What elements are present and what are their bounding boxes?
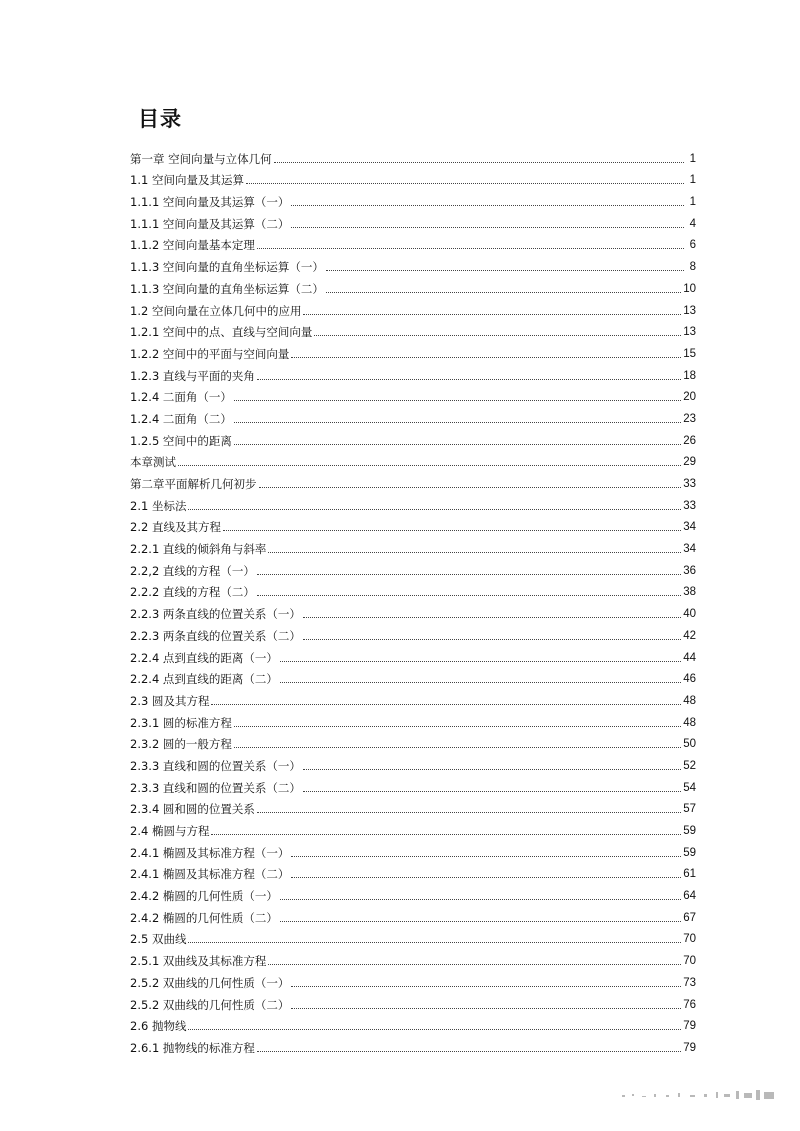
toc-entry-label: 2.4 椭圆与方程 (130, 824, 210, 838)
toc-list (130, 144, 696, 1055)
toc-entry-page-number: 48 (683, 694, 696, 707)
dot-leader (326, 292, 681, 293)
dot-leader (188, 1029, 681, 1030)
dot-leader (234, 726, 681, 727)
toc-entry-label: 2.6 抛物线 (130, 1019, 187, 1034)
toc-entry (130, 404, 696, 426)
toc-entry-page-number: 42 (683, 629, 696, 642)
toc-entry-page-number: 34 (683, 521, 696, 534)
toc-entry (130, 665, 696, 687)
toc-entry-label: 2.2,2 直线的方程（一） (130, 563, 255, 578)
toc-entry (130, 318, 696, 340)
toc-entry-label: 2.2.4 点到直线的距离（一） (130, 650, 278, 665)
dot-leader (326, 270, 684, 271)
toc-entry-label: 1.2 空间向量在立体几何中的应用 (130, 303, 302, 318)
scan-noise-mark (620, 1088, 780, 1102)
toc-entry (130, 599, 696, 621)
toc-entry-label: 2.2.4 点到直线的距离（二） (130, 672, 278, 687)
toc-entry (130, 426, 696, 448)
dot-leader (188, 942, 681, 943)
toc-entry (130, 491, 696, 513)
toc-entry (130, 1012, 696, 1034)
toc-entry-label: 2.3.2 圆的一般方程 (130, 737, 232, 752)
dot-leader (314, 335, 681, 336)
toc-entry-page-number: 20 (683, 391, 696, 404)
toc-entry (130, 968, 696, 990)
toc-entry-label: 2.2.1 直线的倾斜角与斜率 (130, 542, 267, 557)
toc-entry-page-number: 48 (683, 716, 696, 729)
toc-entry-page-number: 70 (683, 933, 696, 946)
toc-entry (130, 903, 696, 925)
toc-entry (130, 730, 696, 752)
toc-entry-page-number: 1 (689, 174, 696, 187)
dot-leader (303, 769, 681, 770)
toc-entry-label: 1.2.4 二面角（二） (130, 411, 232, 426)
toc-entry (130, 469, 696, 491)
toc-entry-page-number: 36 (683, 564, 696, 577)
toc-entry-label: 2.1 坐标法 (130, 498, 187, 513)
dot-leader (234, 400, 681, 401)
toc-entry-label: 第一章 空间向量与立体几何 (130, 151, 272, 166)
toc-entry-page-number: 1 (689, 152, 696, 165)
dot-leader (280, 921, 681, 922)
toc-entry-page-number: 18 (683, 369, 696, 382)
dot-leader (188, 509, 681, 510)
toc-entry-label: 2.2.3 两条直线的位置关系（二） (130, 628, 301, 643)
dot-leader (291, 986, 681, 987)
dot-leader (268, 964, 681, 965)
toc-entry-page-number: 1 (689, 196, 696, 209)
toc-entry (130, 881, 696, 903)
toc-entry-label: 1.2.2 空间中的平面与空间向量 (130, 346, 290, 361)
dot-leader (303, 314, 681, 315)
dot-leader (280, 899, 681, 900)
dot-leader (291, 205, 684, 206)
toc-entry-page-number: 26 (683, 434, 696, 447)
dot-leader (223, 530, 681, 531)
dot-leader (234, 747, 681, 748)
toc-entry-page-number: 8 (689, 261, 696, 274)
toc-entry-label: 1.2.5 空间中的距离 (130, 433, 232, 448)
toc-entry-page-number: 61 (683, 868, 696, 881)
toc-entry (130, 361, 696, 383)
toc-entry (130, 578, 696, 600)
toc-entry-label: 2.2.2 直线的方程（二） (130, 585, 255, 600)
toc-entry-page-number: 79 (683, 1041, 696, 1054)
toc-entry-page-number: 44 (683, 651, 696, 664)
toc-entry (130, 686, 696, 708)
toc-entry (130, 708, 696, 730)
dot-leader (291, 357, 681, 358)
toc-entry (130, 274, 696, 296)
toc-entry-page-number: 13 (683, 304, 696, 317)
toc-entry-label: 2.3.1 圆的标准方程 (130, 715, 232, 730)
toc-entry-label: 1.1.1 空间向量及其运算（二） (130, 216, 290, 231)
toc-entry (130, 621, 696, 643)
toc-entry (130, 513, 696, 535)
toc-entry-label: 本章测试 (130, 455, 176, 470)
toc-entry-page-number: 13 (683, 326, 696, 339)
toc-entry (130, 795, 696, 817)
toc-entry-label: 1.2.1 空间中的点、直线与空间向量 (130, 325, 313, 340)
dot-leader (291, 877, 681, 878)
toc-title: 目录 (138, 107, 182, 131)
toc-entry (130, 1033, 696, 1055)
toc-entry-page-number: 52 (683, 759, 696, 772)
toc-entry-label: 2.5.2 双曲线的几何性质（二） (130, 997, 290, 1012)
toc-entry-label: 2.4.2 椭圆的几何性质（一） (130, 889, 278, 904)
dot-leader (303, 639, 681, 640)
dot-leader (280, 682, 681, 683)
toc-entry (130, 643, 696, 665)
dot-leader (257, 812, 681, 813)
toc-entry (130, 187, 696, 209)
dot-leader (257, 574, 681, 575)
toc-entry (130, 231, 696, 253)
toc-entry (130, 773, 696, 795)
toc-entry (130, 383, 696, 405)
toc-entry-label: 1.2.3 直线与平面的夹角 (130, 368, 255, 383)
toc-entry (130, 925, 696, 947)
dot-leader (291, 856, 681, 857)
toc-entry-label: 1.1.3 空间向量的直角坐标运算（一） (130, 260, 324, 275)
toc-entry-label: 2.3 圆及其方程 (130, 693, 210, 708)
toc-entry-label: 2.4.1 椭圆及其标准方程（二） (130, 867, 290, 882)
toc-entry-page-number: 70 (683, 955, 696, 968)
toc-entry-page-number: 79 (683, 1020, 696, 1033)
toc-entry-label: 1.2.4 二面角（一） (130, 390, 232, 405)
toc-entry-label: 第二章平面解析几何初步 (130, 477, 257, 491)
toc-entry (130, 860, 696, 882)
dot-leader (234, 422, 681, 423)
dot-leader (303, 791, 681, 792)
toc-entry-page-number: 33 (683, 478, 696, 490)
toc-entry-page-number: 4 (689, 217, 696, 230)
toc-entry-label: 1.1.2 空间向量基本定理 (130, 238, 255, 253)
toc-entry-page-number: 59 (683, 825, 696, 837)
toc-entry (130, 252, 696, 274)
dot-leader (259, 487, 682, 488)
toc-entry-label: 2.5.1 双曲线及其标准方程 (130, 954, 267, 969)
toc-entry-page-number: 64 (683, 890, 696, 903)
dot-leader (234, 444, 681, 445)
dot-leader (246, 183, 684, 184)
toc-entry-page-number: 46 (683, 673, 696, 686)
toc-entry-page-number: 15 (683, 347, 696, 360)
toc-entry-label: 2.2 直线及其方程 (130, 520, 221, 535)
dot-leader (257, 595, 681, 596)
toc-entry-page-number: 23 (683, 412, 696, 425)
toc-entry (130, 990, 696, 1012)
toc-entry (130, 534, 696, 556)
toc-entry-label: 1.1.3 空间向量的直角坐标运算（二） (130, 281, 324, 296)
dot-leader (291, 1008, 681, 1009)
dot-leader (257, 248, 684, 249)
dot-leader (280, 661, 681, 662)
toc-entry-page-number: 6 (689, 239, 696, 252)
toc-entry-page-number: 73 (683, 976, 696, 989)
toc-entry-page-number: 59 (683, 846, 696, 859)
toc-entry-page-number: 33 (683, 499, 696, 512)
toc-entry-label: 2.5.2 双曲线的几何性质（一） (130, 975, 290, 990)
toc-entry-page-number: 57 (683, 803, 696, 816)
toc-entry-label: 2.2.3 两条直线的位置关系（一） (130, 607, 301, 622)
toc-entry-label: 2.3.3 直线和圆的位置关系（二） (130, 780, 301, 795)
toc-entry-label: 2.6.1 抛物线的标准方程 (130, 1040, 255, 1055)
toc-entry-label: 2.3.4 圆和圆的位置关系 (130, 802, 255, 817)
toc-entry-label: 1.1.1 空间向量及其运算（一） (130, 195, 290, 210)
toc-entry (130, 556, 696, 578)
toc-entry-page-number: 67 (683, 911, 696, 924)
dot-leader (211, 704, 681, 705)
toc-entry (130, 816, 696, 838)
toc-entry (130, 946, 696, 968)
toc-entry (130, 838, 696, 860)
toc-entry-label: 2.5 双曲线 (130, 932, 187, 947)
toc-entry-page-number: 50 (683, 738, 696, 751)
dot-leader (257, 1051, 681, 1052)
dot-leader (274, 162, 684, 163)
toc-entry (130, 296, 696, 318)
toc-entry-page-number: 40 (683, 608, 696, 621)
toc-entry-page-number: 34 (683, 543, 696, 556)
toc-entry (130, 144, 696, 166)
toc-entry-label: 1.1 空间向量及其运算 (130, 173, 244, 188)
toc-entry-label: 2.4.1 椭圆及其标准方程（一） (130, 845, 290, 860)
dot-leader (303, 617, 681, 618)
toc-entry-label: 2.3.3 直线和圆的位置关系（一） (130, 758, 301, 773)
toc-entry-page-number: 38 (683, 586, 696, 599)
dot-leader (268, 552, 681, 553)
dot-leader (178, 465, 681, 466)
dot-leader (211, 834, 681, 835)
toc-entry-page-number: 29 (683, 456, 696, 469)
toc-entry-page-number: 76 (683, 998, 696, 1011)
dot-leader (291, 227, 684, 228)
toc-entry-page-number: 10 (683, 282, 696, 295)
toc-entry (130, 751, 696, 773)
dot-leader (257, 379, 681, 380)
toc-entry-page-number: 54 (683, 781, 696, 794)
toc-entry-label: 2.4.2 椭圆的几何性质（二） (130, 910, 278, 925)
toc-entry (130, 339, 696, 361)
toc-entry (130, 448, 696, 470)
toc-entry (130, 166, 696, 188)
toc-entry (130, 209, 696, 231)
